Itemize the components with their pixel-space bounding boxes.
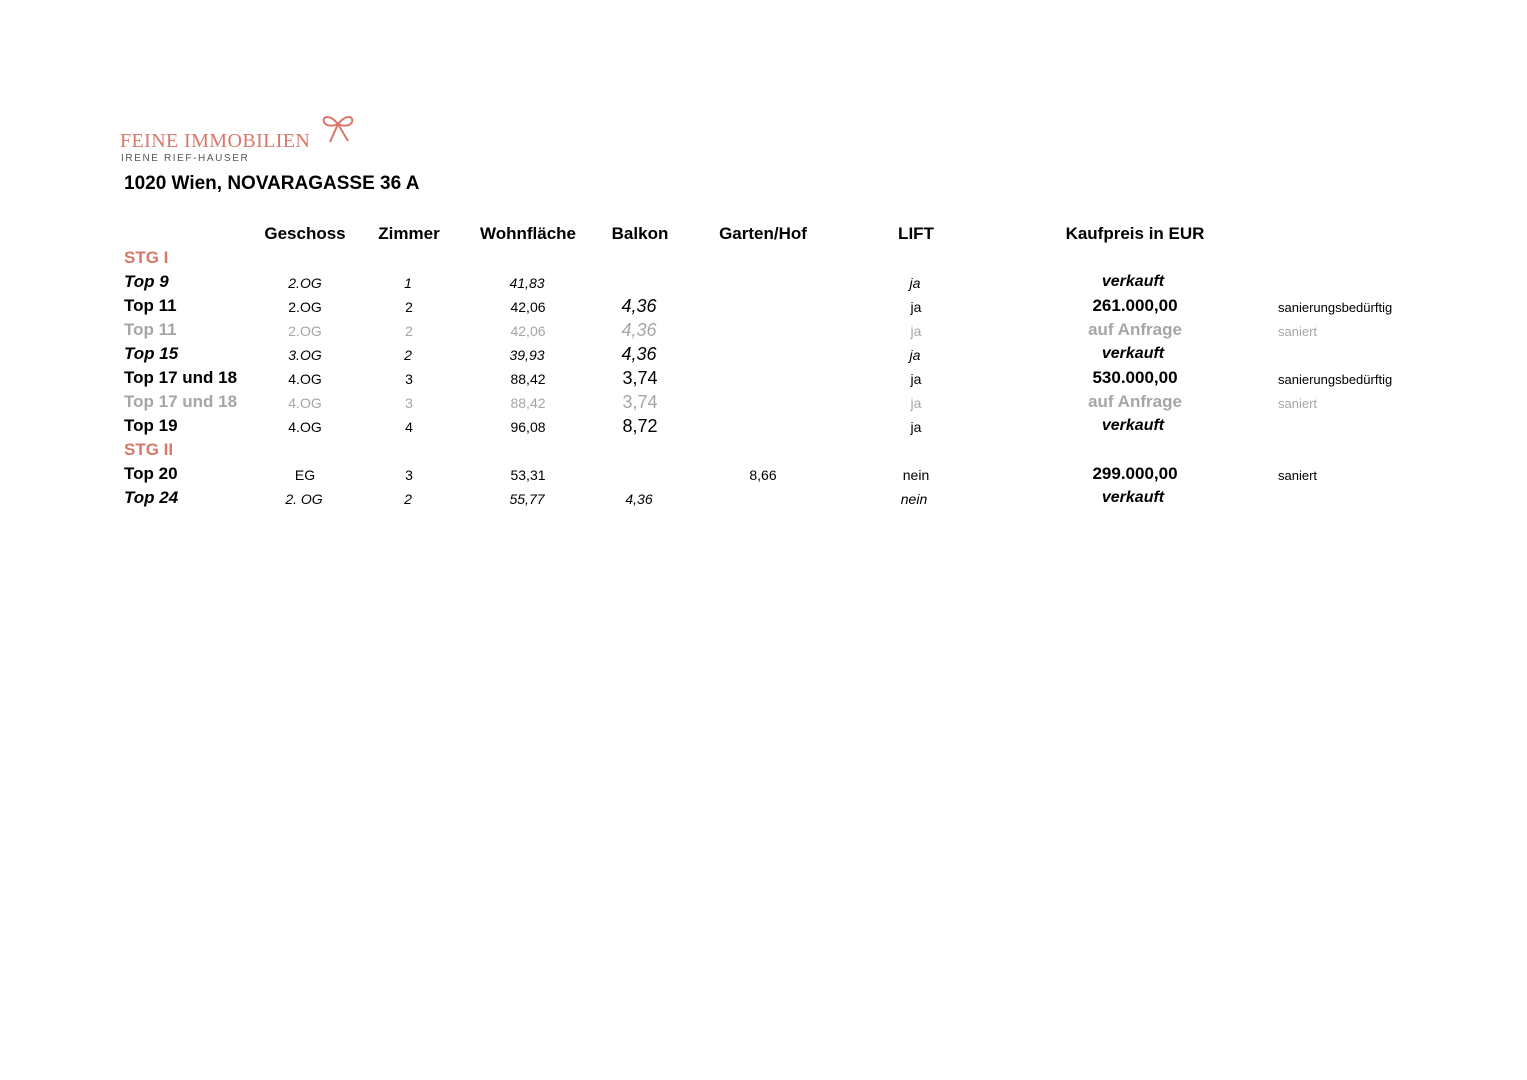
cell-garten: 8,66 xyxy=(749,467,777,483)
cell-zimmer: 1 xyxy=(404,275,412,291)
logo-name: FEINE IMMOBILIEN xyxy=(120,130,311,152)
cell-wohnflaeche: 42,06 xyxy=(510,299,546,315)
cell-geschoss: 4.OG xyxy=(288,371,322,387)
cell-balkon: 3,74 xyxy=(622,368,658,388)
row-label: Top 19 xyxy=(124,416,178,435)
cell-wohnflaeche: 88,42 xyxy=(510,371,546,387)
cell-lift: nein xyxy=(900,491,928,507)
cell-geschoss: 2. OG xyxy=(285,491,323,507)
cell-lift: ja xyxy=(910,395,922,411)
cell-geschoss: 4.OG xyxy=(288,395,322,411)
property-address: 1020 Wien, NOVARAGASSE 36 A xyxy=(124,173,420,194)
row-label: Top 20 xyxy=(124,464,178,483)
cell-zimmer: 3 xyxy=(405,371,413,387)
cell-note: sanierungsbedürftig xyxy=(1278,300,1393,315)
cell-lift: ja xyxy=(909,347,921,363)
header-kaufpreis: Kaufpreis in EUR xyxy=(1065,224,1205,243)
cell-zimmer: 2 xyxy=(404,491,412,507)
cell-zimmer: 3 xyxy=(405,467,413,483)
header-balkon: Balkon xyxy=(611,224,669,243)
company-logo xyxy=(120,112,360,164)
header-geschoss: Geschoss xyxy=(264,224,346,243)
cell-lift: ja xyxy=(909,275,921,291)
header-garten: Garten/Hof xyxy=(719,224,807,243)
cell-wohnflaeche: 42,06 xyxy=(510,323,546,339)
cell-balkon: 4,36 xyxy=(625,491,653,507)
header-zimmer: Zimmer xyxy=(378,224,440,243)
cell-zimmer: 2 xyxy=(405,323,413,339)
cell-preis: verkauft xyxy=(1101,417,1165,434)
cell-lift: ja xyxy=(910,323,922,339)
section-stg2: STG II xyxy=(124,440,174,459)
cell-geschoss: 2.OG xyxy=(288,299,322,315)
cell-balkon: 4,36 xyxy=(621,344,657,364)
row-label: Top 17 und 18 xyxy=(124,368,238,387)
cell-preis: auf Anfrage xyxy=(1088,392,1182,411)
row-label: Top 15 xyxy=(124,344,179,363)
cell-geschoss: 4.OG xyxy=(288,419,322,435)
cell-lift: ja xyxy=(910,371,922,387)
cell-preis: verkauft xyxy=(1101,345,1165,362)
cell-preis: verkauft xyxy=(1101,489,1165,506)
cell-wohnflaeche: 88,42 xyxy=(510,395,546,411)
cell-geschoss: 2.OG xyxy=(288,323,322,339)
header-lift: LIFT xyxy=(898,224,934,243)
logo-subtitle: IRENE RIEF-HAUSER xyxy=(121,153,250,164)
row-label: Top 17 und 18 xyxy=(124,392,238,411)
row-label: Top 11 xyxy=(124,320,177,339)
cell-zimmer: 2 xyxy=(404,347,412,363)
cell-note: saniert xyxy=(1278,468,1318,483)
bow-icon xyxy=(318,112,358,144)
cell-wohnflaeche: 41,83 xyxy=(509,275,545,291)
cell-balkon: 4,36 xyxy=(621,320,657,340)
cell-preis: 530.000,00 xyxy=(1092,368,1178,387)
cell-preis: 261.000,00 xyxy=(1092,296,1178,315)
cell-balkon: 4,36 xyxy=(621,296,657,316)
cell-wohnflaeche: 55,77 xyxy=(509,491,545,507)
cell-zimmer: 4 xyxy=(405,419,413,435)
cell-preis: verkauft xyxy=(1101,273,1165,290)
cell-geschoss: EG xyxy=(294,467,316,483)
cell-balkon: 3,74 xyxy=(622,392,658,412)
cell-lift: nein xyxy=(902,467,930,483)
cell-wohnflaeche: 96,08 xyxy=(510,419,546,435)
cell-note: saniert xyxy=(1278,396,1318,411)
section-stg1: STG I xyxy=(124,248,169,267)
cell-lift: ja xyxy=(910,299,922,315)
cell-wohnflaeche: 39,93 xyxy=(509,347,545,363)
cell-note: sanierungsbedürftig xyxy=(1278,372,1393,387)
row-label: Top 9 xyxy=(124,272,169,291)
cell-preis: 299.000,00 xyxy=(1092,464,1178,483)
cell-balkon: 8,72 xyxy=(622,416,658,436)
cell-zimmer: 3 xyxy=(405,395,413,411)
row-label: Top 24 xyxy=(124,488,179,507)
cell-lift: ja xyxy=(910,419,922,435)
header-wohnflaeche: Wohnfläche xyxy=(479,224,577,243)
row-label: Top 11 xyxy=(124,296,177,315)
cell-wohnflaeche: 53,31 xyxy=(510,467,546,483)
cell-geschoss: 2.OG xyxy=(288,275,322,291)
cell-geschoss: 3.OG xyxy=(288,347,322,363)
cell-preis: auf Anfrage xyxy=(1088,320,1182,339)
cell-zimmer: 2 xyxy=(405,299,413,315)
cell-note: saniert xyxy=(1278,324,1318,339)
